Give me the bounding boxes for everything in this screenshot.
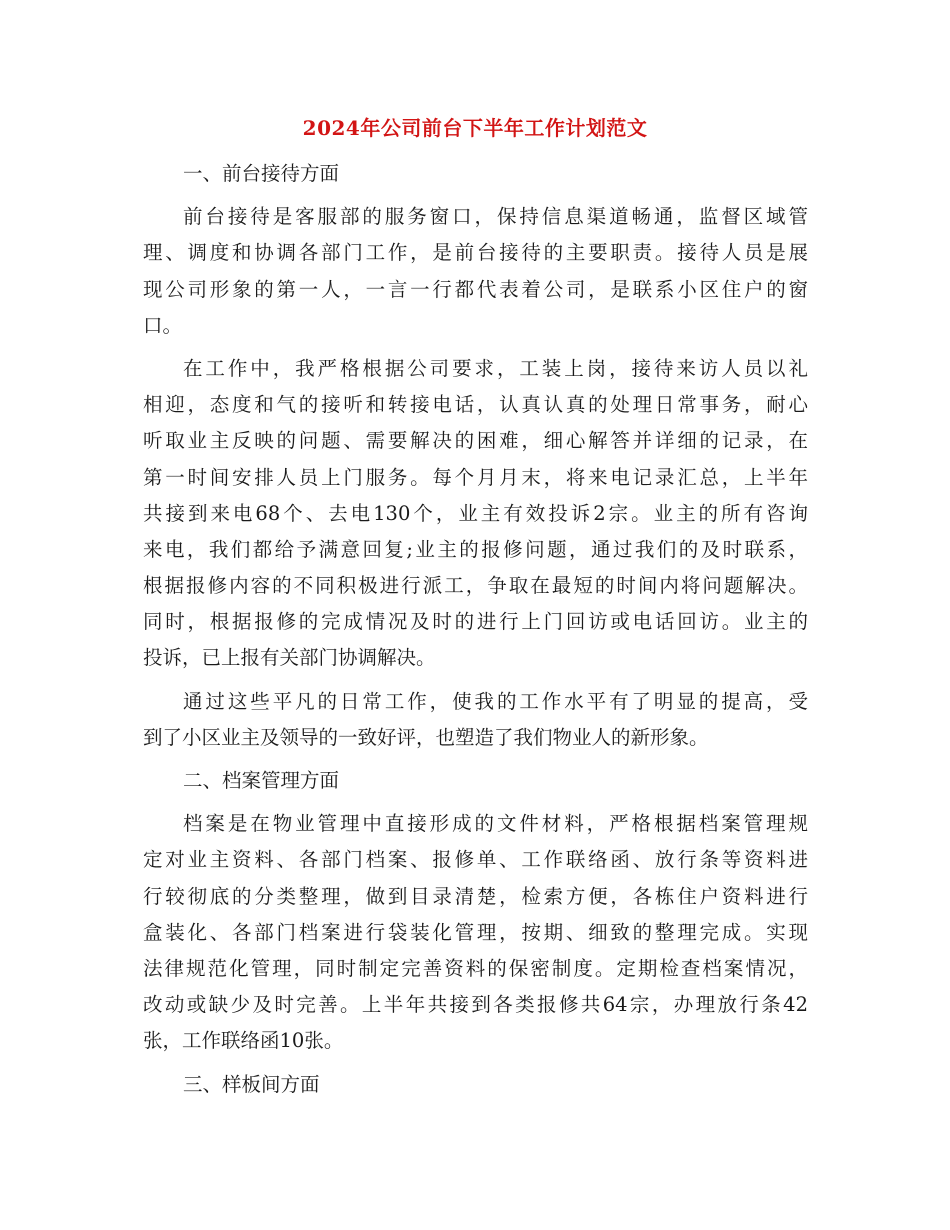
paragraph-line: 同时，根据报修的完成情况及时的进行上门回访或电话回访。业主的	[143, 610, 808, 634]
paragraph-line: 共接到来电68个、去电130个，业主有效投诉2宗。业主的所有咨询	[143, 501, 808, 525]
section-heading: 一、前台接待方面	[183, 162, 340, 185]
paragraph-line: 根据报修内容的不同积极进行派工，争取在最短的时间内将问题解决。	[143, 574, 808, 598]
paragraph-line: 定对业主资料、各部门档案、报修单、工作联络函、放行条等资料进	[143, 848, 808, 872]
paragraph-line: 档案是在物业管理中直接形成的文件材料，严格根据档案管理规	[183, 812, 808, 836]
paragraph-line: 第一时间安排人员上门服务。每个月月末，将来电记录汇总，上半年	[143, 465, 808, 489]
paragraph-line: 相迎，态度和气的接听和转接电话，认真认真的处理日常事务，耐心	[143, 393, 808, 417]
section-heading: 二、档案管理方面	[183, 769, 340, 792]
paragraph-line: 来电，我们都给予满意回复;业主的报修问题，通过我们的及时联系，	[143, 537, 808, 561]
document-title: 2024年公司前台下半年工作计划范文	[302, 116, 648, 140]
paragraph-line: 到了小区业主及领导的一致好评，也塑造了我们物业人的新形象。	[143, 725, 709, 749]
paragraph-line: 盒装化、各部门档案进行袋装化管理，按期、细致的整理完成。实现	[143, 920, 808, 944]
paragraph-line: 通过这些平凡的日常工作，使我的工作水平有了明显的提高，受	[183, 689, 808, 713]
paragraph-line: 现公司形象的第一人，一言一行都代表着公司，是联系小区住户的窗	[143, 277, 808, 301]
paragraph-line: 理、调度和协调各部门工作，是前台接待的主要职责。接待人员是展	[143, 241, 808, 265]
paragraph-line: 在工作中，我严格根据公司要求，工装上岗，接待来访人员以礼	[183, 356, 808, 380]
paragraph-line: 法律规范化管理，同时制定完善资料的保密制度。定期检查档案情况，	[143, 956, 808, 980]
section-heading: 三、样板间方面	[183, 1072, 320, 1096]
paragraph-line: 前台接待是客服部的服务窗口，保持信息渠道畅通，监督区域管	[183, 205, 808, 229]
paragraph-line: 改动或缺少及时完善。上半年共接到各类报修共64宗，办理放行条42	[143, 993, 808, 1017]
paragraph-line: 投诉，已上报有关部门协调解决。	[143, 646, 436, 670]
paragraph-line: 听取业主反映的问题、需要解决的困难，细心解答并详细的记录，在	[143, 429, 808, 453]
document-body	[143, 156, 808, 1103]
paragraph-line: 行较彻底的分类整理，做到目录清楚，检索方便，各栋住户资料进行	[143, 884, 808, 908]
paragraph-line: 口。	[143, 313, 183, 337]
paragraph-line: 张，工作联络函10张。	[143, 1029, 344, 1053]
